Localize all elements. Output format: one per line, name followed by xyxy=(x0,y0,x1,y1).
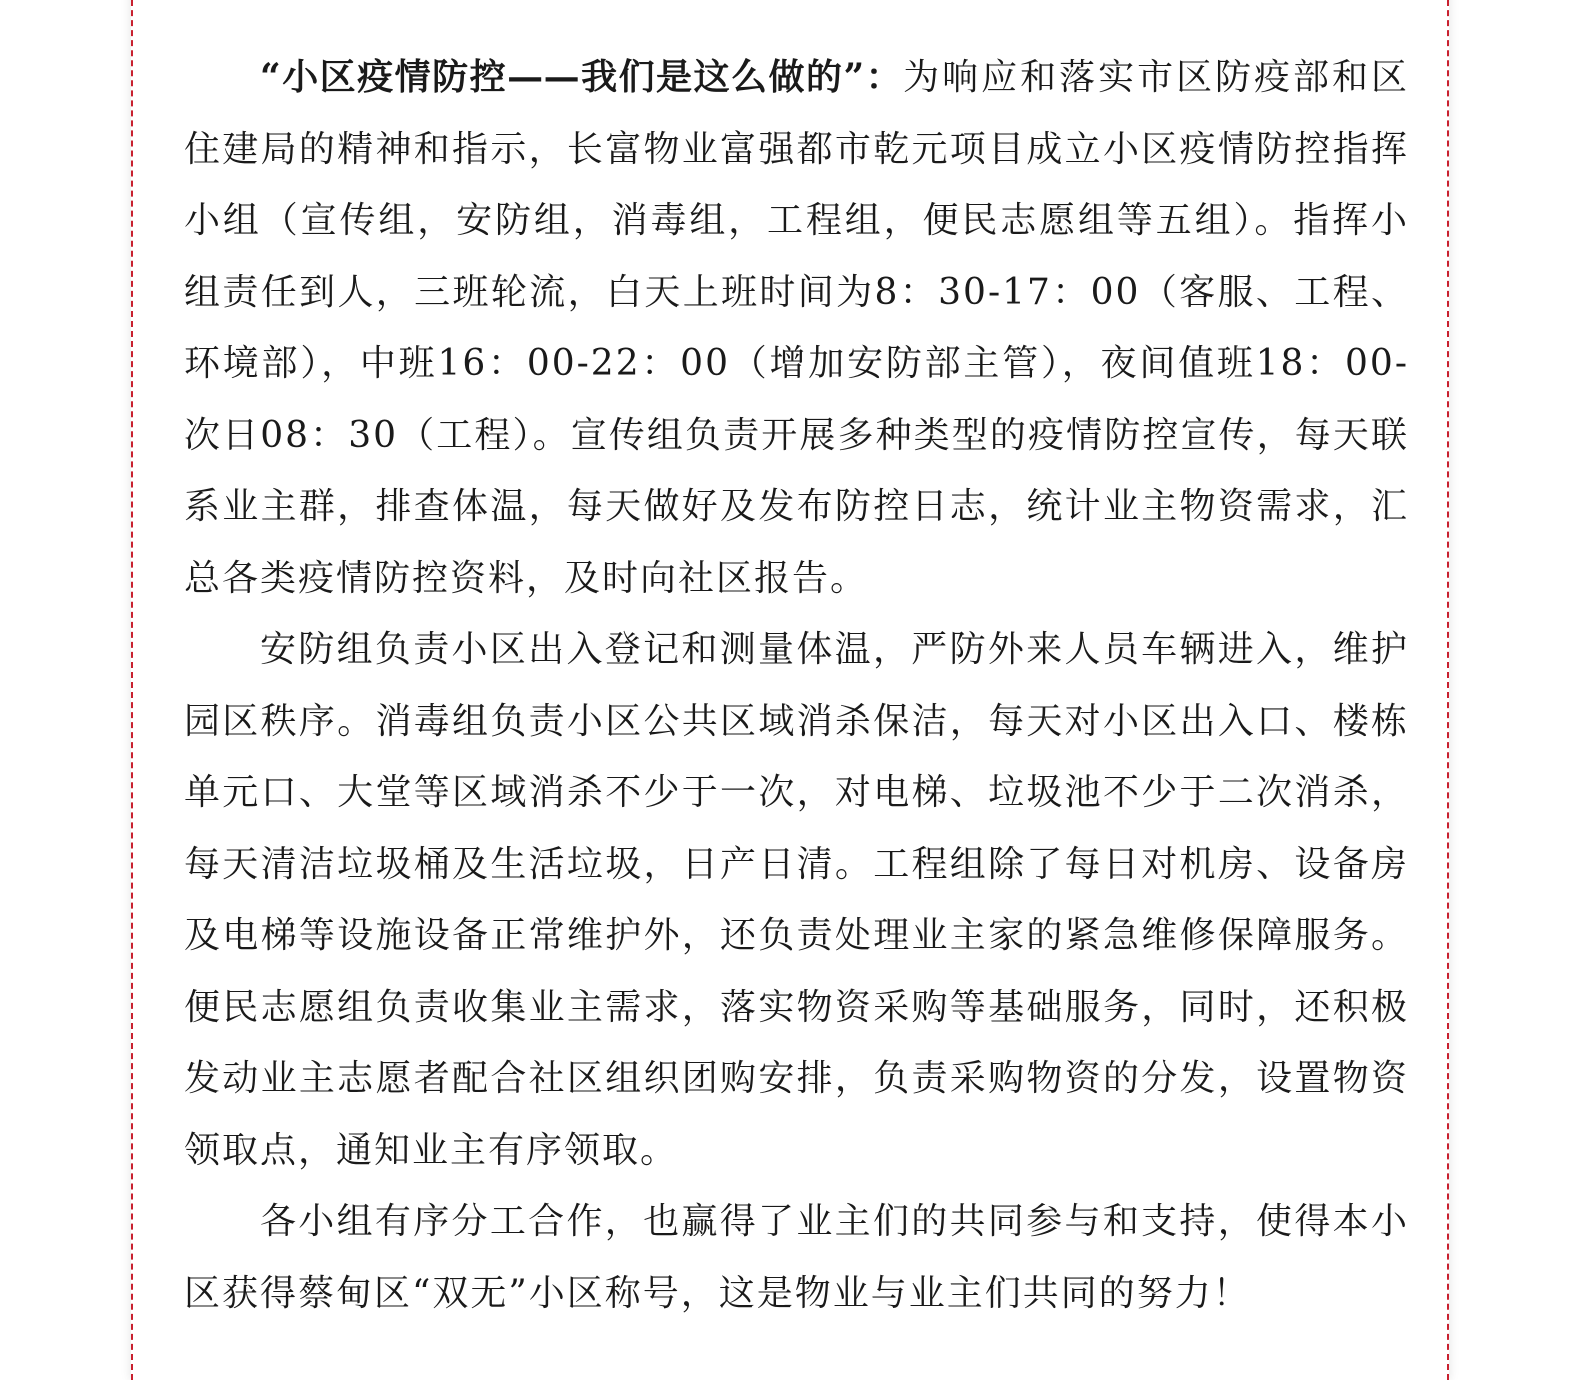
paragraph-2: 安防组负责小区出入登记和测量体温，严防外来人员车辆进入，维护园区秩序。消毒组负责小区公共区域消杀保洁，每天对小区出入口、楼栋单元口、大堂等区域消杀不少于一次，对电梯、垃圾池不少于二次消杀，每天清洁垃圾桶及生活垃圾，日产日清。工程组除了每日对机房、设备房及电梯等设施设备正常维护外，还负责处理业主家的紧急维修保障服务。便民志愿组负责收集业主需求，落实物资采购等基础服务，同时，还积极发动业主志愿者配合社区组织团购安排，负责采购物资的分发，设置物资领取点，通知业主有序领取。 xyxy=(184,629,1409,1171)
paragraph-1 xyxy=(184,42,1409,614)
paragraph-1-text: 为响应和落实市区防疫部和区住建局的精神和指示，长富物业富强都市乾元项目成立小区疫情防控指挥小组（宣传组，安防组，消毒组，工程组，便民志愿组等五组）。指挥小组责任到人，三班轮流，白天上班时间为8：30-17：00（客服、工程、环境部），中班16：00-22：00（增加安防部主管），夜间值班18：00-次日08：30（工程）。宣传组负责开展多种类型的疫情防控宣传，每天联系业主群，排查体温，每天做好及发布防控日志，统计业主物资需求，汇总各类疫情防控资料，及时向社区报告。 xyxy=(184,57,1409,599)
paragraph-1-heading: “小区疫情防控——我们是这么做的”： xyxy=(260,56,904,98)
article-body xyxy=(184,42,1409,1329)
paragraph-3: 各小组有序分工合作，也赢得了业主们的共同参与和支持，使得本小区获得蔡甸区“双无”小区称号，这是物业与业主们共同的努力！ xyxy=(184,1201,1409,1314)
